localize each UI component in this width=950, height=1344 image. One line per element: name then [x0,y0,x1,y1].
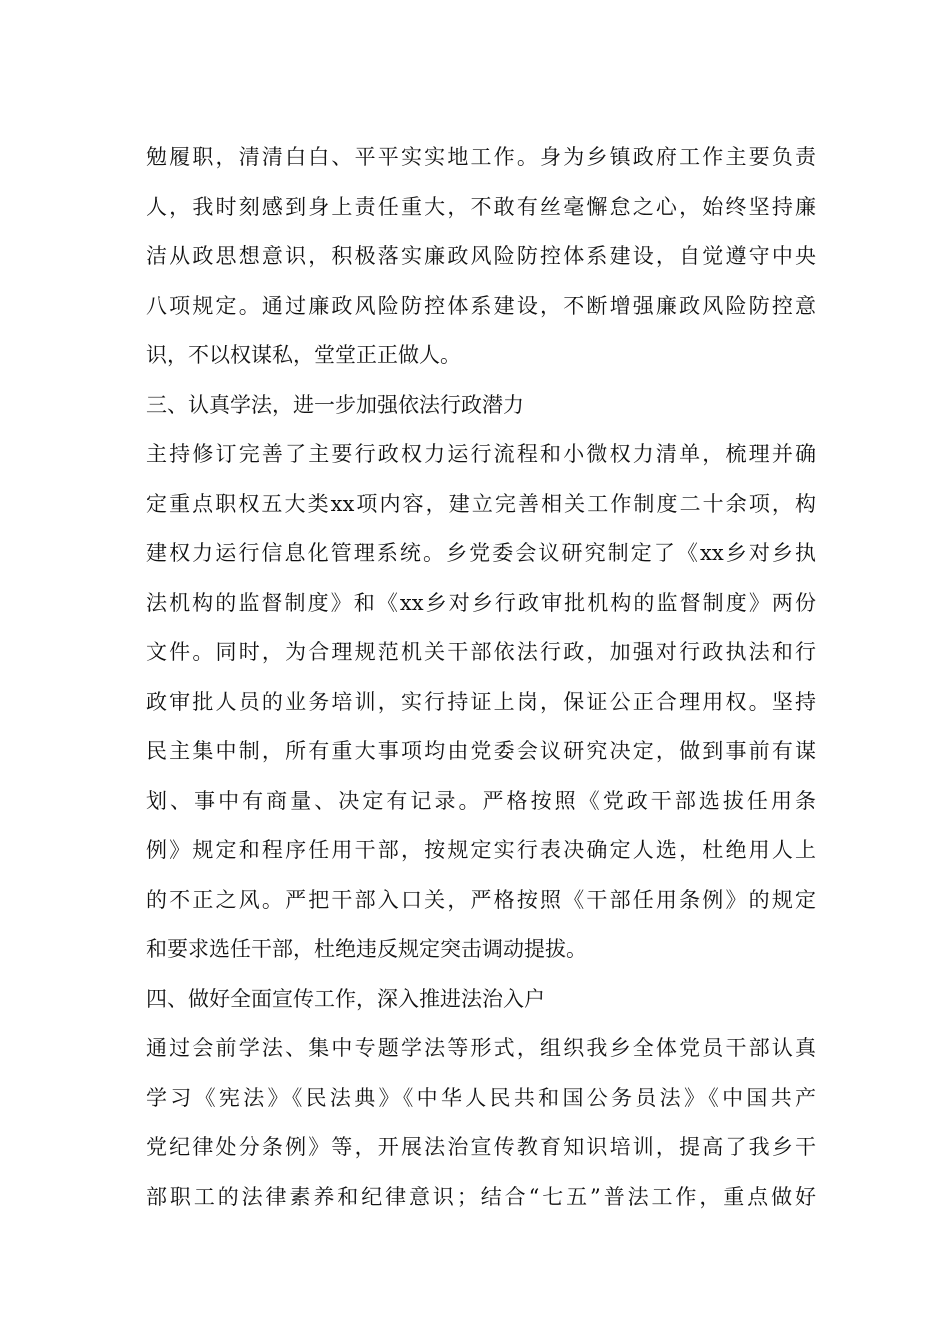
text-line: 通过会前学法、集中专题学法等形式，组织我乡全体党员干部认真 [146,1036,816,1060]
text-line: 定重点职权五大类xx项内容，建立完善相关工作制度二十余项，构 [146,491,816,516]
text-line: 洁从政思想意识，积极落实廉政风险防控体系建设，自觉遵守中央 [146,244,816,268]
body-text [146,133,816,1222]
text-line: 划、事中有商量、决定有记录。严格按照《党政干部选拔任用条 [146,788,816,813]
text-line: 政审批人员的业务培训，实行持证上岗，保证公正合理用权。坚持 [146,689,816,714]
text-line: 主持修订完善了主要行政权力运行流程和小微权力清单，梳理并确 [146,442,816,466]
text-line: 法机构的监督制度》和《xx乡对乡行政审批机构的监督制度》两份 [146,590,816,615]
text-line: 文件。同时，为合理规范机关干部依法行政，加强对行政执法和行 [146,640,816,664]
text-line: 勉履职，清清白白、平平实实地工作。身为乡镇政府工作主要负责 [146,145,816,169]
section-heading: 四、做好全面宣传工作，深入推进法治入户 [146,986,545,1011]
section-heading: 三、认真学法，进一步加强依法行政潜力 [146,392,524,417]
text-line: 建权力运行信息化管理系统。乡党委会议研究制定了《xx乡对乡执 [146,541,816,565]
text-line: 的不正之风。严把干部入口关，严格按照《干部任用条例》的规定 [146,887,816,912]
text-line: 部职工的法律素养和纪律意识；结合“七五”普法工作，重点做好 [146,1184,816,1209]
text-line: 和要求选任干部，杜绝违反规定突击调动提拔。 [146,937,587,961]
text-line: 党纪律处分条例》等，开展法治宣传教育知识培训，提高了我乡干 [146,1135,816,1159]
text-line: 人，我时刻感到身上责任重大，不敢有丝毫懈怠之心，始终坚持廉 [146,194,816,219]
text-line: 例》规定和程序任用干部，按规定实行表决确定人选，杜绝用人上 [146,838,816,862]
text-line: 学习《宪法》《民法典》《中华人民共和国公务员法》《中国共产 [146,1085,816,1110]
text-line: 八项规定。通过廉政风险防控体系建设，不断增强廉政风险防控意 [146,293,816,318]
text-line: 识，不以权谋私，堂堂正正做人。 [146,343,461,367]
text-line: 民主集中制，所有重大事项均由党委会议研究决定，做到事前有谋 [146,739,816,763]
